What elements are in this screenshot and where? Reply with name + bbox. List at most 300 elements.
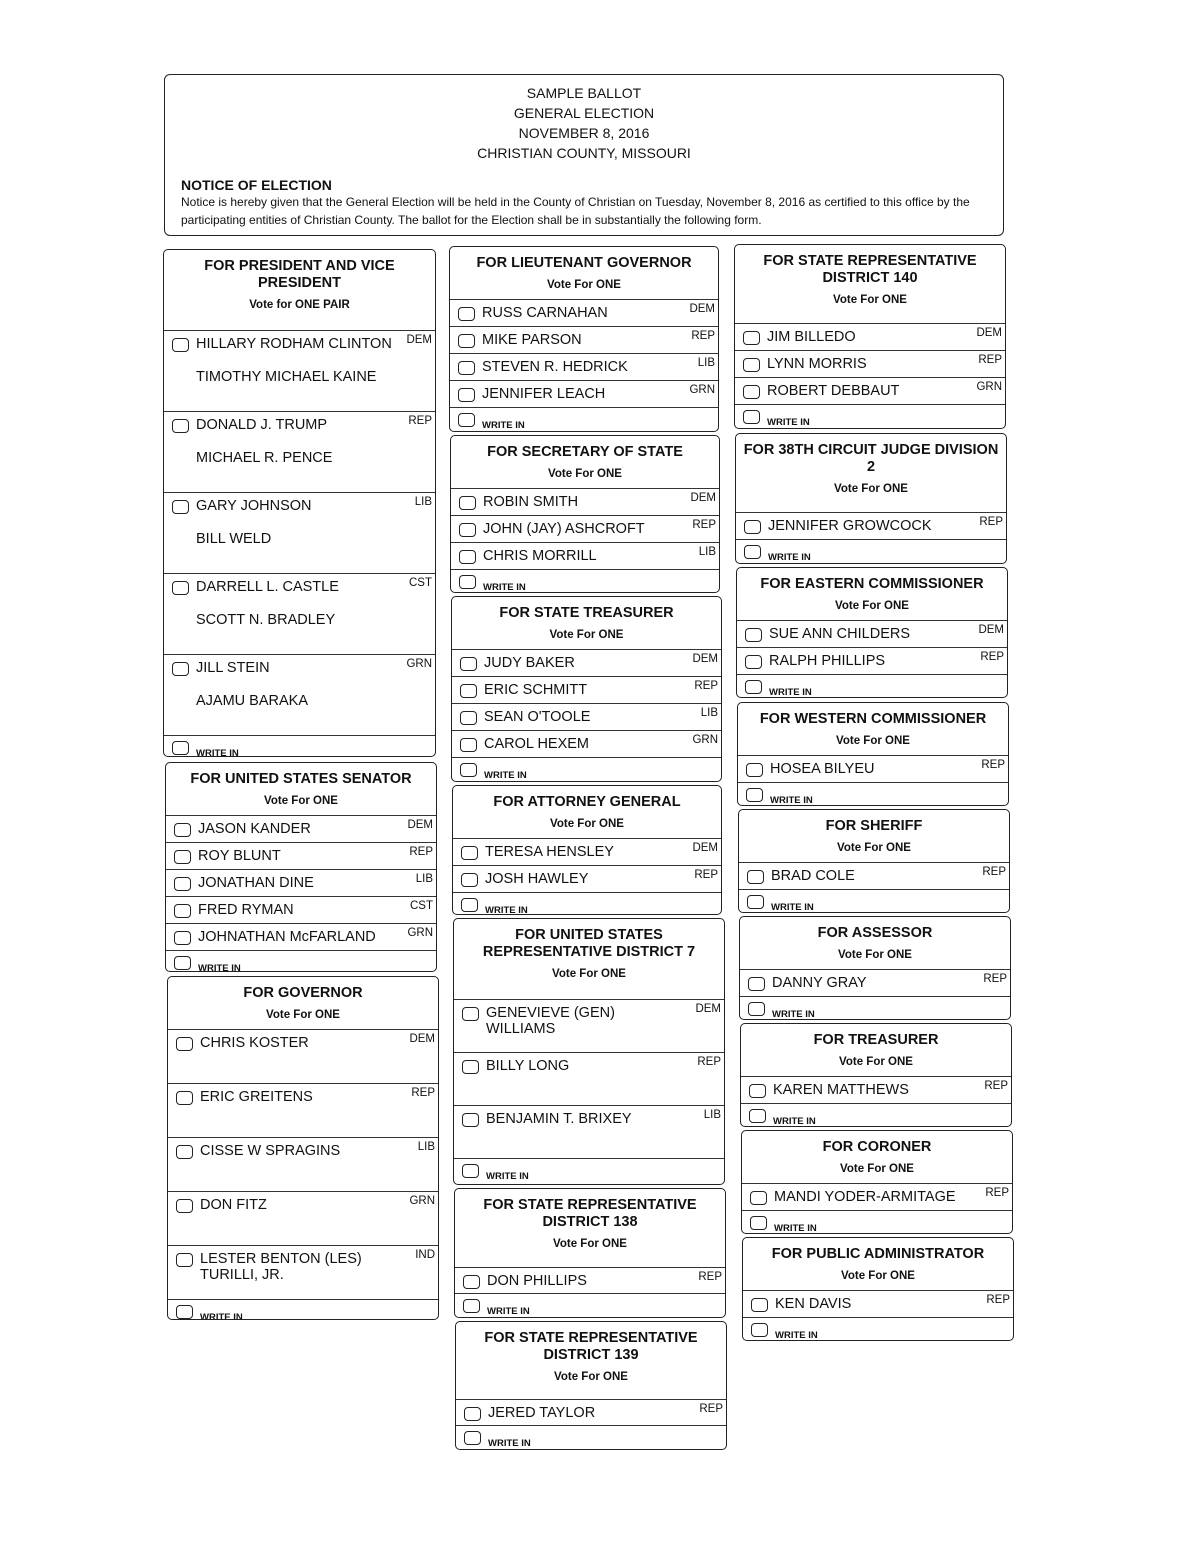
candidate-name: JENNIFER LEACH [482,386,606,402]
vote-checkbox[interactable] [172,500,189,514]
party-label: LIB [697,357,715,369]
party-label: DEM [695,1003,721,1015]
race-title: FOR LIEUTENANT GOVERNOR [476,255,692,271]
vote-checkbox[interactable] [462,1060,479,1074]
candidate-name: ERIC GREITENS [200,1089,313,1105]
write-in-checkbox[interactable] [464,1431,481,1445]
party-label: REP [699,1403,723,1415]
race-president [163,249,436,757]
write-in-label: WRITE IN [769,687,812,698]
vote-checkbox[interactable] [463,1275,480,1289]
candidate-row[interactable] [166,815,436,842]
vote-checkbox[interactable] [176,1145,193,1159]
vote-checkbox[interactable] [172,338,189,352]
race-title: FOR STATE TREASURER [499,605,674,621]
vote-checkbox[interactable] [176,1253,193,1267]
race-state-representative-139 [455,1321,727,1450]
vote-checkbox[interactable] [174,850,191,864]
write-in-row[interactable] [452,757,721,781]
vote-checkbox[interactable] [460,657,477,671]
race-header [456,1322,726,1399]
party-label: LIB [414,496,432,508]
write-in-checkbox[interactable] [747,895,764,909]
vote-checkbox[interactable] [176,1037,193,1051]
write-in-checkbox[interactable] [750,1216,767,1230]
race-header [740,917,1010,969]
candidate-name: JENNIFER GROWCOCK [768,518,932,534]
candidate-name: ROBIN SMITH [483,494,579,510]
race-header [735,245,1005,323]
vote-checkbox[interactable] [174,823,191,837]
write-in-row[interactable] [166,950,436,972]
race-header [455,1189,725,1267]
party-label: LIB [417,1141,435,1153]
vote-checkbox[interactable] [458,307,475,321]
candidate-row[interactable] [452,703,721,730]
candidate-name: DARRELL L. CASTLE [196,579,339,595]
candidate-name: DANNY GRAY [772,975,867,991]
race-coroner [741,1130,1013,1234]
candidate-row[interactable] [166,842,436,869]
vote-checkbox[interactable] [745,655,762,669]
party-label: REP [698,1271,722,1283]
running-mate-name: BILL WELD [196,531,272,547]
candidate-row[interactable] [735,350,1005,377]
candidate-name: ROY BLUNT [198,848,281,864]
party-label: REP [984,1080,1008,1092]
race-header [451,436,719,488]
candidate-row[interactable] [450,353,718,380]
candidate-row[interactable] [735,323,1005,350]
party-label: DEM [690,492,716,504]
race-header [743,1238,1013,1290]
vote-checkbox[interactable] [461,846,478,860]
write-in-label: WRITE IN [200,1312,243,1320]
running-mate-name: SCOTT N. BRADLEY [196,612,336,628]
write-in-row[interactable] [736,539,1006,563]
candidate-name: HOSEA BILYEU [770,761,875,777]
candidate-row[interactable] [735,377,1005,404]
candidate-row[interactable] [166,869,436,896]
party-label: REP [697,1056,721,1068]
party-label: LIB [703,1109,721,1121]
vote-checkbox[interactable] [459,550,476,564]
race-state-representative-140 [734,244,1006,429]
write-in-label: WRITE IN [775,1330,818,1341]
vote-checkbox[interactable] [459,496,476,510]
race-secretary-of-state [450,435,720,593]
write-in-row[interactable] [737,674,1007,698]
running-mate-name: TIMOTHY MICHAEL KAINE [196,369,377,385]
vote-checkbox[interactable] [747,870,764,884]
candidate-row[interactable] [743,1290,1013,1317]
party-label: REP [692,519,716,531]
race-instruction: Vote for ONE PAIR [249,299,350,311]
write-in-row[interactable] [740,996,1010,1020]
race-title: FOR SHERIFF [825,818,923,834]
candidate-name: JILL STEIN [196,660,270,676]
write-in-checkbox[interactable] [749,1109,766,1123]
candidate-row[interactable] [451,542,719,569]
vote-checkbox[interactable] [460,684,477,698]
party-label: REP [985,1187,1009,1199]
candidate-name: GARY JOHNSON [196,498,312,514]
candidate-row[interactable] [452,649,721,676]
party-label: REP [408,415,432,427]
candidate-name: JIM BILLEDO [767,329,856,345]
race-instruction: Vote For ONE [836,735,910,747]
race-instruction: Vote For ONE [834,483,908,495]
write-in-label: WRITE IN [767,417,810,428]
candidate-row[interactable] [168,1191,438,1245]
candidate-row[interactable] [450,299,718,326]
race-header [454,919,724,999]
race-instruction: Vote For ONE [837,842,911,854]
write-in-checkbox[interactable] [172,741,189,755]
vote-checkbox[interactable] [174,931,191,945]
candidate-name: DON FITZ [200,1197,267,1213]
vote-checkbox[interactable] [458,334,475,348]
vote-checkbox[interactable] [751,1298,768,1312]
candidate-name: TERESA HENSLEY [485,844,614,860]
candidate-row[interactable] [453,865,721,892]
race-header [452,597,721,649]
candidate-name: CHRIS MORRILL [483,548,597,564]
candidate-name: STEVEN R. HEDRICK [482,359,628,375]
party-label: DEM [689,303,715,315]
party-label: REP [411,1087,435,1099]
party-label: DEM [692,653,718,665]
candidate-row[interactable] [453,838,721,865]
vote-checkbox[interactable] [461,873,478,887]
candidate-row[interactable] [168,1083,438,1137]
candidate-row[interactable] [164,654,435,735]
candidate-name: JOSH HAWLEY [485,871,589,887]
party-label: CST [409,577,432,589]
ballot-header [164,74,1004,236]
race-instruction: Vote For ONE [548,468,622,480]
write-in-checkbox[interactable] [743,410,760,424]
party-label: REP [980,651,1004,663]
party-label: DEM [976,327,1002,339]
write-in-checkbox[interactable] [458,413,475,427]
write-in-row[interactable] [742,1210,1012,1234]
write-in-row[interactable] [456,1425,726,1449]
write-in-row[interactable] [741,1103,1011,1127]
write-in-checkbox[interactable] [751,1323,768,1337]
write-in-row[interactable] [738,782,1008,806]
race-title: FOR 38TH CIRCUIT JUDGE DIVISION 2 [743,442,999,475]
party-label: REP [981,759,1005,771]
write-in-checkbox[interactable] [748,1002,765,1016]
race-instruction: Vote For ONE [264,795,338,807]
race-title: FOR PUBLIC ADMINISTRATOR [771,1246,985,1262]
candidate-name: DONALD J. TRUMP [196,417,328,433]
race-title: FOR TREASURER [813,1032,939,1048]
candidate-row[interactable] [168,1137,438,1191]
candidate-name: JASON KANDER [198,821,311,837]
race-instruction: Vote For ONE [839,1056,913,1068]
vote-checkbox[interactable] [464,1407,481,1421]
candidate-name: JUDY BAKER [484,655,575,671]
candidate-row[interactable] [456,1399,726,1425]
race-title: FOR GOVERNOR [243,985,363,1001]
race-title: FOR STATE REPRESENTATIVE DISTRICT 139 [484,1330,698,1363]
candidate-name: SUE ANN CHILDERS [769,626,911,642]
write-in-row[interactable] [168,1299,438,1320]
vote-checkbox[interactable] [172,581,189,595]
race-instruction: Vote For ONE [554,1371,628,1383]
party-label: DEM [406,334,432,346]
candidate-name: GENEVIEVE (GEN) WILLIAMS [486,1005,615,1037]
vote-checkbox[interactable] [746,763,763,777]
race-header [164,250,435,330]
candidate-row[interactable] [454,1105,724,1158]
race-sheriff [738,809,1010,913]
race-header [453,786,721,838]
candidate-name: RALPH PHILLIPS [769,653,886,669]
party-label: GRN [976,381,1002,393]
candidate-row[interactable] [164,492,435,573]
vote-checkbox[interactable] [743,358,760,372]
party-label: CST [410,900,433,912]
candidate-name: JONATHAN DINE [198,875,314,891]
write-in-checkbox[interactable] [461,898,478,912]
candidate-row[interactable] [164,330,435,411]
candidate-name: DON PHILLIPS [487,1273,587,1289]
race-treasurer [740,1023,1012,1127]
candidate-row[interactable] [168,1029,438,1083]
candidate-name: HILLARY RODHAM CLINTON [196,336,392,352]
race-title: FOR UNITED STATES SENATOR [190,771,412,787]
race-title: FOR CORONER [822,1139,932,1155]
race-eastern-commissioner [736,567,1008,698]
race-header [741,1024,1011,1076]
candidate-name: KEN DAVIS [775,1296,852,1312]
vote-checkbox[interactable] [176,1199,193,1213]
race-title: FOR UNITED STATES REPRESENTATIVE DISTRICT 7 [482,927,696,960]
race-instruction: Vote For ONE [552,968,626,980]
candidate-row[interactable] [452,676,721,703]
race-title: FOR SECRETARY OF STATE [487,444,683,460]
race-instruction: Vote For ONE [840,1163,914,1175]
vote-checkbox[interactable] [172,419,189,433]
write-in-label: WRITE IN [770,795,813,806]
race-instruction: Vote For ONE [838,949,912,961]
candidate-row[interactable] [166,923,436,950]
running-mate-name: AJAMU BARAKA [196,693,308,709]
vote-checkbox[interactable] [462,1113,479,1127]
party-label: GRN [407,927,433,939]
vote-checkbox[interactable] [458,361,475,375]
vote-checkbox[interactable] [750,1191,767,1205]
candidate-row[interactable] [168,1245,438,1299]
write-in-label: WRITE IN [488,1438,531,1449]
party-label: GRN [409,1195,435,1207]
vote-checkbox[interactable] [172,662,189,676]
party-label: REP [694,869,718,881]
race-title: FOR STATE REPRESENTATIVE DISTRICT 140 [763,253,977,286]
candidate-row[interactable] [450,380,718,407]
vote-checkbox[interactable] [462,1007,479,1021]
write-in-label: WRITE IN [773,1116,816,1127]
candidate-row[interactable] [454,1052,724,1105]
candidate-name: JOHN (JAY) ASHCROFT [483,521,645,537]
vote-checkbox[interactable] [176,1091,193,1105]
race-us-senator [165,762,437,972]
write-in-checkbox[interactable] [462,1164,479,1178]
write-in-row[interactable] [743,1317,1013,1341]
write-in-checkbox[interactable] [463,1299,480,1313]
vote-checkbox[interactable] [174,877,191,891]
party-label: LIB [415,873,433,885]
candidate-row[interactable] [455,1267,725,1293]
race-instruction: Vote For ONE [553,1238,627,1250]
candidate-row[interactable] [452,730,721,757]
write-in-checkbox[interactable] [744,545,761,559]
write-in-label: WRITE IN [483,582,526,593]
candidate-row[interactable] [451,515,719,542]
candidate-name: RUSS CARNAHAN [482,305,608,321]
candidate-row[interactable] [450,326,718,353]
party-label: LIB [700,707,718,719]
race-header [742,1131,1012,1183]
vote-checkbox[interactable] [745,628,762,642]
vote-checkbox[interactable] [460,711,477,725]
candidate-row[interactable] [742,1183,1012,1210]
write-in-checkbox[interactable] [459,575,476,589]
candidate-row[interactable] [451,488,719,515]
race-instruction: Vote For ONE [835,600,909,612]
write-in-row[interactable] [451,569,719,593]
write-in-row[interactable] [455,1293,725,1317]
write-in-label: WRITE IN [485,905,528,915]
write-in-row[interactable] [739,889,1009,913]
party-label: REP [983,973,1007,985]
vote-checkbox[interactable] [458,388,475,402]
candidate-row[interactable] [736,512,1006,539]
write-in-row[interactable] [735,404,1005,428]
candidate-row[interactable] [166,896,436,923]
race-header [166,763,436,815]
vote-checkbox[interactable] [743,385,760,399]
header-line-county: CHRISTIAN COUNTY, MISSOURI [477,145,691,161]
write-in-row[interactable] [450,407,718,431]
candidate-row[interactable] [164,573,435,654]
race-title: FOR WESTERN COMMISSIONER [759,711,987,727]
write-in-checkbox[interactable] [745,680,762,694]
race-header [739,810,1009,862]
party-label: DEM [978,624,1004,636]
candidate-row[interactable] [740,969,1010,996]
race-instruction: Vote For ONE [547,279,621,291]
vote-checkbox[interactable] [460,738,477,752]
candidate-name: KAREN MATTHEWS [773,1082,909,1098]
race-instruction: Vote For ONE [266,1009,340,1021]
write-in-checkbox[interactable] [176,1305,193,1319]
notice-title: NOTICE OF ELECTION [181,177,332,193]
vote-checkbox[interactable] [748,977,765,991]
party-label: REP [978,354,1002,366]
race-lieutenant-governor [449,246,719,432]
candidate-name: CAROL HEXEM [484,736,590,752]
race-state-treasurer [451,596,722,782]
vote-checkbox[interactable] [744,520,761,534]
write-in-label: WRITE IN [484,770,527,781]
vote-checkbox[interactable] [174,904,191,918]
candidate-row[interactable] [164,411,435,492]
candidate-name: BRAD COLE [771,868,855,884]
race-header [736,434,1006,512]
write-in-row[interactable] [164,735,435,757]
candidate-name: MANDI YODER-ARMITAGE [774,1189,956,1205]
write-in-checkbox[interactable] [460,763,477,777]
race-assessor [739,916,1011,1020]
write-in-row[interactable] [454,1158,724,1184]
candidate-name: CISSE W SPRAGINS [200,1143,341,1159]
race-header [450,247,718,299]
header-line-date: NOVEMBER 8, 2016 [518,125,650,141]
candidate-name: SEAN O'TOOLE [484,709,591,725]
party-label: IND [415,1249,435,1261]
candidate-row[interactable] [737,620,1007,647]
race-header [738,703,1008,755]
party-label: REP [409,846,433,858]
race-circuit-judge [735,433,1007,564]
candidate-name: BILLY LONG [486,1058,570,1074]
candidate-row[interactable] [737,647,1007,674]
party-label: GRN [692,734,718,746]
write-in-label: WRITE IN [771,902,814,913]
candidate-row[interactable] [741,1076,1011,1103]
header-line-sample-ballot: SAMPLE BALLOT [526,85,642,101]
vote-checkbox[interactable] [743,331,760,345]
race-title: FOR STATE REPRESENTATIVE DISTRICT 138 [483,1197,697,1230]
race-governor [167,976,439,1320]
candidate-row[interactable] [739,862,1009,889]
write-in-checkbox[interactable] [174,956,191,970]
party-label: REP [979,516,1003,528]
race-instruction: Vote For ONE [841,1270,915,1282]
party-label: REP [986,1294,1010,1306]
header-line-general-election: GENERAL ELECTION [513,105,655,121]
write-in-row[interactable] [453,892,721,915]
write-in-label: WRITE IN [774,1223,817,1234]
party-label: REP [694,680,718,692]
candidate-name: ROBERT DEBBAUT [767,383,900,399]
race-title: FOR ASSESSOR [817,925,933,941]
vote-checkbox[interactable] [749,1084,766,1098]
party-label: GRN [689,384,715,396]
write-in-label: WRITE IN [482,420,525,431]
race-us-representative-7 [453,918,725,1185]
race-header [737,568,1007,620]
write-in-label: WRITE IN [198,963,241,972]
write-in-label: WRITE IN [768,552,811,563]
write-in-label: WRITE IN [196,748,239,757]
running-mate-name: MICHAEL R. PENCE [196,450,333,466]
race-western-commissioner [737,702,1009,806]
candidate-row[interactable] [738,755,1008,782]
candidate-row[interactable] [454,999,724,1052]
candidate-name: JERED TAYLOR [488,1405,596,1421]
notice-text: Notice is hereby given that the General Election will be held in the County of Christian on Tuesday, November 8, 2016 as certified to this office by the participating entities of Christian County. The ballot for the Election shall be in substantially the following form. [181,195,970,227]
race-title: FOR ATTORNEY GENERAL [493,794,681,810]
vote-checkbox[interactable] [459,523,476,537]
race-instruction: Vote For ONE [833,294,907,306]
party-label: DEM [692,842,718,854]
write-in-checkbox[interactable] [746,788,763,802]
